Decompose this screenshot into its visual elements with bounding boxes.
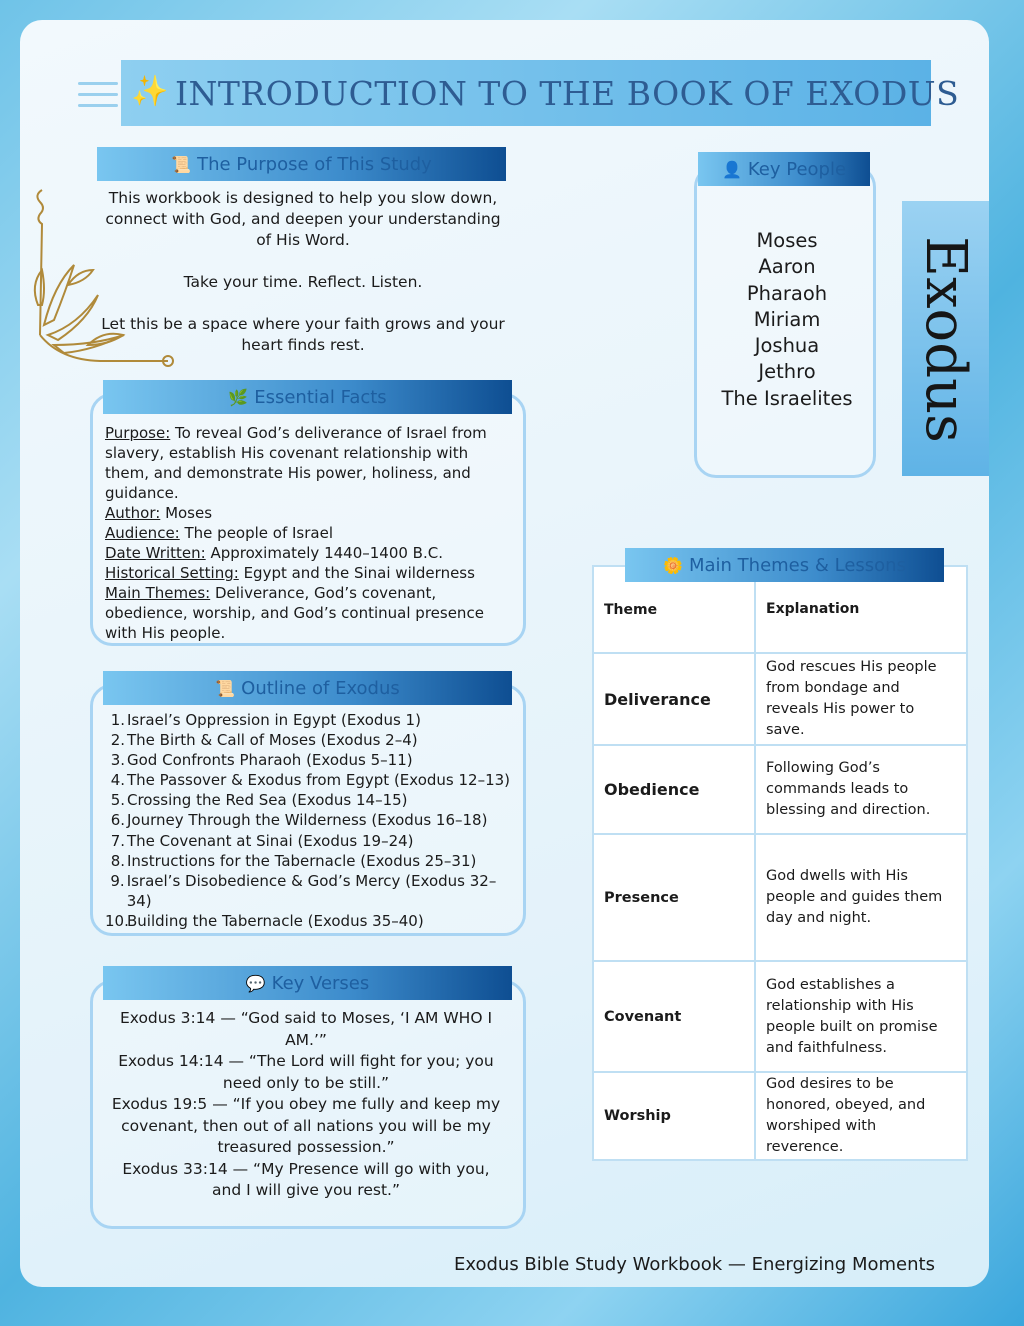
explanation-column-header: Explanation [755,566,967,653]
fact-value: Moses [160,504,213,522]
fact-label: Author: [105,504,161,522]
outline-item-text: God Confronts Pharaoh (Exodus 5–11) [127,751,413,770]
table-row [593,1072,967,1160]
outline-item-text: Building the Tabernacle (Exodus 35–40) [127,911,424,930]
exodus-side-label [908,232,983,447]
purpose-text [96,188,510,377]
theme-explanation: God rescues His people from bondage and reveals His power to save. [755,653,967,745]
person-name: Aaron [758,255,816,279]
fact-label: Main Themes: [105,584,211,602]
outline-header-label: Outline of Exodus [241,677,400,699]
outline-item-text: Journey Through the Wilderness (Exodus 16–18) [127,811,488,830]
themes-header [625,548,944,582]
table-row [593,653,967,745]
fact-value: The people of Israel [179,524,334,542]
purpose-paragraph: This workbook is designed to help you slow down, connect with God, and deepen your understanding of His Word. [105,189,501,249]
verse-item: Exodus 33:14 — “My Presence will go with you, and I will give you rest.” [122,1159,490,1199]
essential-facts-header [103,380,512,414]
key-people-header-label: Key People [747,158,847,180]
menu-icon [78,82,118,115]
outline-item: 10. Building the Tabernacle (Exodus 35–40) [105,911,424,930]
outline-item: 3. God Confronts Pharaoh (Exodus 5–11) [110,751,413,770]
themes-table [592,565,968,1161]
verse-item: Exodus 3:14 — “God said to Moses, ‘I AM WHO I AM.’” [119,1009,493,1049]
outline-item: 2. The Birth & Call of Moses (Exodus 2–4) [110,731,418,750]
theme-explanation: God dwells with His people and guides them day and night. [755,834,967,961]
person-name: Jethro [758,360,816,384]
person-name: Miriam [753,307,821,331]
fact-label: Date Written: [105,544,206,562]
theme-name: Covenant [593,961,755,1072]
sparkle-icon: ✨ [131,74,169,109]
person-name: Joshua [754,334,820,358]
purpose-header [97,147,506,181]
key-verses-header [103,966,512,1000]
fact-value: Approximately 1440–1400 B.C. [205,544,443,562]
key-people-list [697,228,877,412]
fact-value: To reveal God’s deliverance of Israel from slavery, establish His covenant relationship with them, and demonstrate His power, holiness, and guidance. [105,424,487,502]
outline-list [105,710,515,931]
person-name: Pharaoh [746,281,828,305]
verse-item: Exodus 14:14 — “The Lord will fight for you; you need only to be still.” [118,1052,494,1092]
theme-explanation: Following God’s commands leads to blessing and direction. [755,745,967,834]
outline-item-text: The Covenant at Sinai (Exodus 19–24) [127,831,414,850]
outline-item-text: Instructions for the Tabernacle (Exodus 25–31) [127,851,477,870]
footer-text: Exodus Bible Study Workbook — Energizing Moments [454,1254,935,1275]
table-row [593,745,967,834]
outline-item: 1. Israel’s Oppression in Egypt (Exodus 1) [110,711,421,729]
herb-icon: 🌿 [228,387,249,407]
theme-name: Presence [593,834,755,961]
table-row [593,834,967,961]
fact-label: Audience: [105,524,180,542]
outline-item: 7. The Covenant at Sinai (Exodus 19–24) [110,831,414,850]
verse-item: Exodus 19:5 — “If you obey me fully and keep my covenant, then out of all nations you will be my treasured possession.” [111,1095,501,1156]
fact-value: Deliverance, God’s covenant, obedience, worship, and God’s continual presence with His people. [105,584,484,642]
purpose-header-label: The Purpose of This Study [197,153,432,175]
outline-item: 4. The Passover & Exodus from Egypt (Exodus 12–13) [110,771,511,790]
themes-header-label: Main Themes & Lessons [688,554,906,576]
outline-item-text: Crossing the Red Sea (Exodus 14–15) [127,791,408,810]
flower-icon: 🌼 [663,555,683,575]
fact-label: Historical Setting: [105,564,239,582]
outline-item-text: The Birth & Call of Moses (Exodus 2–4) [127,731,418,750]
theme-name: Worship [593,1072,755,1160]
outline-item: 8. Instructions for the Tabernacle (Exodus 25–31) [110,851,477,870]
fact-value: Egypt and the Sinai wilderness [238,564,475,582]
essential-facts-list [105,423,510,643]
outline-header [103,671,512,705]
purpose-paragraph: Take your time. Reflect. Listen. [183,273,423,291]
key-verses-list [106,1008,506,1202]
person-name: Moses [756,229,818,252]
outline-item-text: The Passover & Exodus from Egypt (Exodus 12–13) [127,771,511,790]
theme-name: Obedience [593,745,755,834]
speech-bubble-icon: 💬 [245,973,266,993]
theme-column-header: Theme [593,566,755,653]
key-verses-header-label: Key Verses [271,972,370,994]
theme-explanation: God desires to be honored, obeyed, and worshiped with reverence. [755,1072,967,1160]
purpose-paragraph: Let this be a space where your faith grows and your heart finds rest. [101,315,505,354]
theme-explanation: God establishes a relationship with His people built on promise and faithfulness. [755,961,967,1072]
outline-item: 9. Israel’s Disobedience & God’s Mercy (Exodus 32–34) [105,871,515,911]
outline-item: 5. Crossing the Red Sea (Exodus 14–15) [110,791,408,810]
scroll-icon: 📜 [215,678,236,698]
theme-name: Deliverance [593,653,755,745]
outline-item: 6. Journey Through the Wilderness (Exodus 16–18) [110,811,488,830]
essential-facts-header-label: Essential Facts [254,386,387,408]
page-title: INTRODUCTION TO THE BOOK OF EXODUS [175,74,960,113]
outline-item-text: Israel’s Oppression in Egypt (Exodus 1) [127,711,421,729]
table-row [593,961,967,1072]
fact-label: Purpose: [105,424,171,442]
outline-item-text: Israel’s Disobedience & God’s Mercy (Exodus 32–34) [126,871,497,910]
person-name: The Israelites [721,386,853,410]
person-icon: 👤 [721,159,742,179]
exodus-side-text: Exodus [913,236,979,443]
key-people-header [698,152,870,186]
scroll-icon: 📜 [171,154,192,174]
